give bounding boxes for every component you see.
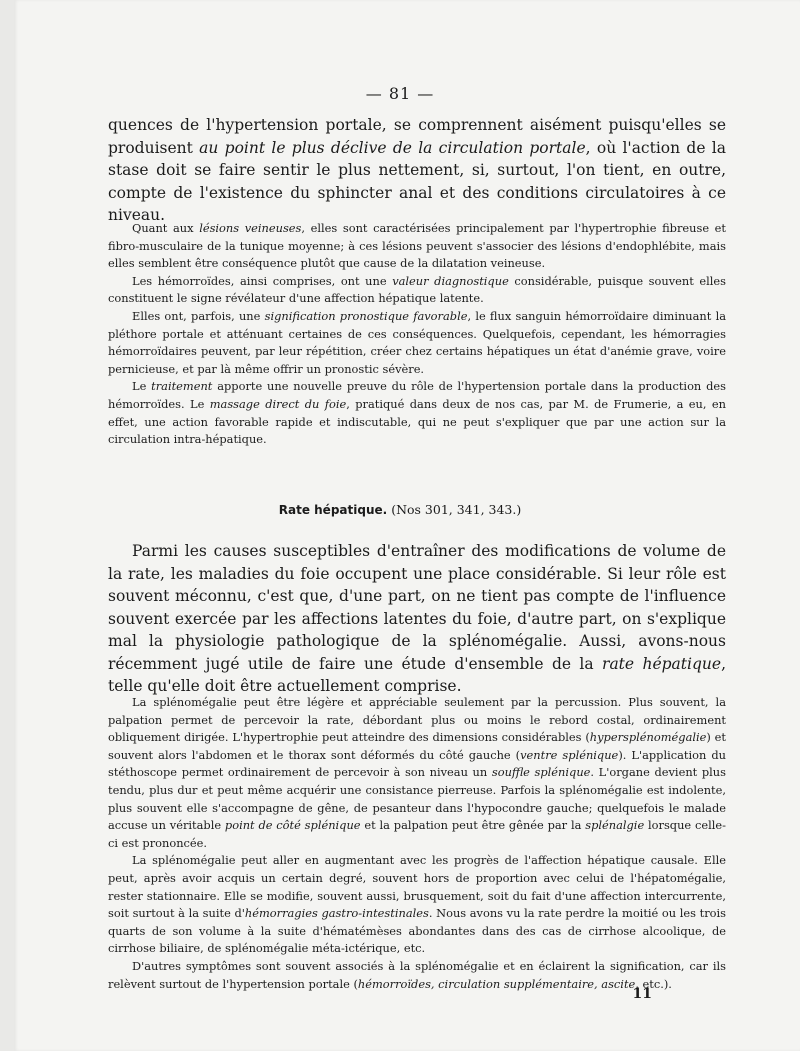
emphasis: souffle splénique — [491, 765, 591, 780]
paragraph-venous-lesions — [108, 220, 726, 273]
text: D'autres symptômes sont souvent associés à la splénomégalie et en éclairent la signification, car ils relèvent surtout de l'hypertension portale ( — [108, 958, 726, 991]
text: et la palpation peut être gênée par la — [360, 818, 586, 833]
text: . Nous avons vu la rate perdre la moitié ou les trois quarts de son volume à la suite d'hématémèses abondantes dans des cas de cirrhose alcoolique, de cirrhose biliaire, de splénomégalie méta-ictérique, etc. — [108, 906, 726, 956]
intro-paragraph — [108, 114, 726, 227]
text: quences de l'hypertension portale, se comprennent aisément puisqu'elles se produisent — [108, 116, 726, 157]
text: Elles ont, parfois, une — [132, 308, 265, 323]
section-heading — [0, 502, 800, 517]
emphasis: splénalgie — [585, 818, 645, 833]
emphasis: hémorragies gastro-intestinales — [244, 906, 429, 921]
text: lorsque celle-ci est prononcée. — [108, 818, 726, 850]
emphasis: hypersplénomégalie — [589, 730, 707, 745]
emphasis: signification pronostique favorable — [264, 308, 468, 323]
text: , le flux sanguin hémorroïdaire diminuant la pléthore portale et atténuant certaines de ces conséquences. Quelquefois, cependant, les hémorragies hémorroïdaires peuvent, par leur répétition, créer chez certains hépatiques un état d'anémie grave, voire pernicieuse, et par là même offrir un pronostic sévère. — [108, 308, 727, 376]
text: ) et souvent alors l'abdomen et le thorax sont déformés du côté gauche ( — [108, 730, 726, 762]
emphasis: traitement — [151, 379, 213, 394]
page-number: — 81 — — [365, 84, 435, 103]
emphasis: valeur diagnostique — [392, 273, 509, 288]
small-text-section-spleen — [108, 694, 726, 993]
text: Quant aux — [132, 221, 200, 235]
emphasis: au point le plus déclive de la circulation portale — [199, 138, 586, 157]
section-title: Rate hépatique. — [278, 503, 388, 517]
text: considérable, puisque souvent elles constituent le signe révélateur d'une affection hépatique latente. — [108, 273, 726, 306]
text: , où l'action de la stase doit se faire sentir le plus nettement, si, surtout, l'on tient, en outre, compte de l'existence du sphincter anal et des conditions circulatoires à ce niveau. — [108, 138, 726, 224]
paragraph-prognostic — [108, 308, 726, 378]
text: , etc.). — [635, 976, 672, 991]
spleen-intro-paragraph — [108, 540, 726, 698]
paragraph-splenomegaly — [108, 694, 726, 852]
emphasis: hémorroïdes, circulation supplémentaire, ascite — [357, 976, 636, 991]
text: La splénomégalie peut aller en augmentant avec les progrès de l'affection hépatique causale. Elle peut, après avoir acquis un certain degré, souvent hors de proportion avec celui de l'hépatomégalie, rester stationnaire. Elle se modifie, souvent aussi, brusquement, soit du fait d'une affection intercurrente, soit surtout à la suite d' — [108, 853, 726, 921]
text: Parmi les causes susceptibles d'entraîner des modifications de volume de la rate, les maladies du foie occupent une place considérable. Si leur rôle est souvent méconnu, c'est que, d'une part, on ne tient pas compte de l'influence souvent exercée par les affections latentes du foie, d'autre part, on s'explique mal la physiologie pathologique de la splénomégalie. Aussi, avons-nous récemment jugé utile de faire une étude d'ensemble de la — [108, 542, 726, 673]
text: , telle qu'elle doit être actuellement comprise. — [108, 654, 726, 695]
text: , pratiqué dans deux de nos cas, par M. de Frumerie, a eu, en effet, une action favorable rapide et indiscutable, qui ne peut s'expliquer que par une action sur la circulation intra-hépatique. — [108, 396, 726, 447]
text: . L'organe devient plus tendu, plus dur et peut même acquérir une consistance pierreuse. Parfois la splénomégalie est indolente, plus souvent elle s'accompagne de gêne, de pesanteur dans l'hypocondre gauche; quelquefois le malade accuse un véritable — [108, 765, 726, 833]
text: , elles sont caractérisées principalement par l'hypertrophie fibreuse et fibro-musculaire de la tunique moyenne; à ces lésions peuvent s'associer des lésions d'endophlébite, mais elles semblent être conséquence plutôt que cause de la dilatation veineuse. — [108, 221, 727, 271]
paragraph-treatment — [108, 378, 726, 448]
emphasis: rate hépatique — [602, 654, 722, 673]
text: La splénomégalie peut être légère et appréciable seulement par la percussion. Plus souvent, la palpation permet de percevoir la rate, débordant plus ou moins le rebord costal, ordinairement obliquement dirigée. L'hypertrophie peut atteindre des dimensions considérables ( — [108, 695, 726, 745]
text: apporte une nouvelle preuve du rôle de l'hypertension portale dans la production des hémorroïdes. Le — [108, 379, 726, 411]
paragraph-evolution — [108, 852, 726, 958]
text: ). L'application du stéthoscope permet ordinairement de percevoir à son niveau un — [108, 747, 727, 780]
paragraph-diagnostic-value — [108, 273, 726, 308]
small-text-section-hemorrhoids — [108, 220, 726, 449]
text: Les hémorroïdes, ainsi comprises, ont une — [132, 273, 393, 288]
emphasis: ventre splénique — [520, 747, 619, 762]
emphasis: point de côté splénique — [224, 818, 361, 833]
signature-mark: 11 — [632, 986, 652, 1002]
text: Le — [132, 379, 152, 394]
emphasis: lésions veineuses — [199, 221, 302, 235]
section-refs: (Nos 301, 341, 343.) — [391, 502, 522, 517]
emphasis: massage direct du foie — [209, 396, 347, 411]
